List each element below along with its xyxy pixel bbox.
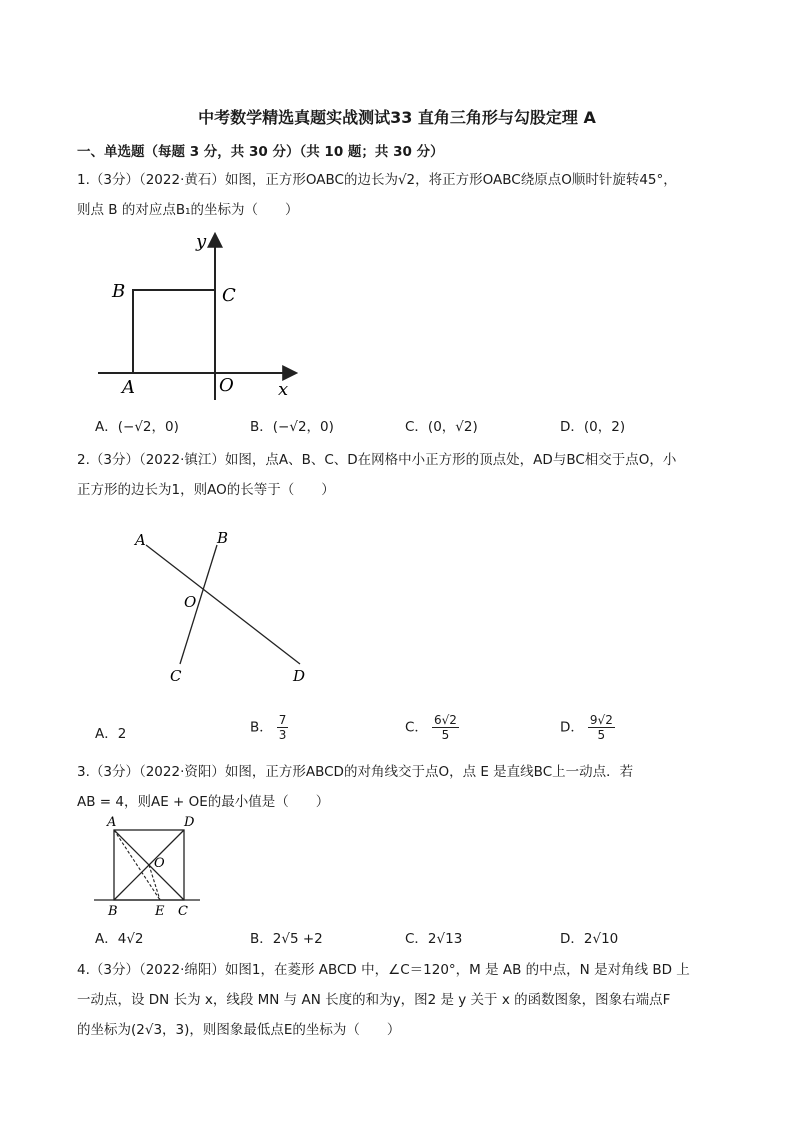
q3-text-line1: 3.（3分）（2022·资阳）如图，正方形ABCD的对角线交于点O，点 E 是直线BC上一动点．若: [77, 764, 634, 780]
q2-option-d[interactable]: [560, 713, 615, 742]
q2-option-b-num: 7: [278, 713, 287, 727]
q4-text-line1: 4.（3分）（2022·绵阳）如图1，在菱形 ABCD 中，∠C＝120°，M 是 AB 的中点，N 是对角线 BD 上: [77, 962, 690, 978]
q1-figure: [90, 225, 310, 405]
q1-option-b[interactable]: B．(−√2，0): [250, 419, 334, 435]
q1-option-d[interactable]: D．(0，2): [560, 419, 626, 435]
q3-label-o: O: [154, 856, 165, 871]
q3-text-line2: AB = 4，则AE + OE的最小值是（ ）: [77, 794, 330, 810]
q2-option-b-fraction: [277, 713, 289, 742]
q2-option-a[interactable]: A．2: [95, 726, 127, 742]
q1-text-line1: 1.（3分）（2022·黄石）如图，正方形OABC的边长为√2，将正方形OABC绕原点O顺时针旋转45°，: [77, 172, 677, 188]
q4-text-line3: 的坐标为(2√3，3)，则图象最低点E的坐标为（ ）: [77, 1022, 401, 1038]
q1-label-o: O: [219, 375, 234, 396]
q2-option-b-prefix: B．: [250, 719, 273, 736]
q1-label-y: y: [196, 231, 207, 252]
q2-label-d: D: [293, 667, 306, 685]
q1-label-x: x: [278, 379, 289, 400]
q2-option-d-den: 5: [597, 728, 606, 742]
q3-label-d: D: [184, 815, 195, 830]
q2-label-o: O: [184, 593, 197, 611]
q2-label-b: B: [217, 529, 229, 547]
q2-option-c-prefix: C．: [405, 719, 428, 736]
q3-option-d[interactable]: D．2√10: [560, 931, 619, 947]
q2-label-a: A: [135, 531, 146, 549]
q3-option-a[interactable]: A．4√2: [95, 931, 144, 947]
q2-option-c-num: 6√2: [433, 713, 457, 727]
q2-option-c-den: 5: [441, 728, 450, 742]
q2-figure: [125, 525, 325, 690]
q2-option-c[interactable]: [405, 713, 459, 742]
q4-text-line2: 一动点，设 DN 长为 x，线段 MN 与 AN 长度的和为y，图2 是 y 关于 x 的函数图象，图象右端点F: [77, 992, 671, 1008]
q2-text-line2: 正方形的边长为1，则AO的长等于（ ）: [77, 482, 335, 498]
q2-option-b-den: 3: [278, 728, 287, 742]
section-heading: 一、单选题（每题 3 分，共 30 分）（共 10 题；共 30 分）: [77, 144, 444, 160]
q3-label-c: C: [178, 904, 188, 919]
q2-segment-ad: [146, 545, 300, 664]
q3-option-b[interactable]: B．2√5 +2: [250, 931, 323, 947]
q2-label-c: C: [170, 667, 182, 685]
q2-option-c-fraction: [432, 713, 459, 742]
q1-label-c: C: [222, 285, 236, 306]
q1-option-a[interactable]: A．(−√2，0): [95, 419, 179, 435]
q3-option-c[interactable]: C．2√13: [405, 931, 463, 947]
q2-option-d-prefix: D．: [560, 719, 584, 736]
q3-figure: [92, 812, 212, 922]
q2-option-d-fraction: [588, 713, 615, 742]
q2-option-d-num: 9√2: [589, 713, 613, 727]
q3-label-a: A: [107, 815, 117, 830]
q3-label-b: B: [108, 904, 118, 919]
q1-square: [133, 290, 215, 373]
q1-label-a: A: [122, 377, 135, 398]
q3-label-e: E: [155, 904, 165, 919]
q2-option-b[interactable]: [250, 713, 288, 742]
q2-text-line1: 2.（3分）（2022·镇江）如图，点A、B、C、D在网格中小正方形的顶点处，AD与BC相交于点O，小: [77, 452, 677, 468]
q1-label-b: B: [112, 281, 126, 302]
page-title: 中考数学精选真题实战测试33 直角三角形与勾股定理 A: [198, 108, 596, 127]
q1-option-c[interactable]: C．(0，√2): [405, 419, 478, 435]
q1-text-line2: 则点 B 的对应点B₁的坐标为（ ）: [77, 202, 299, 218]
